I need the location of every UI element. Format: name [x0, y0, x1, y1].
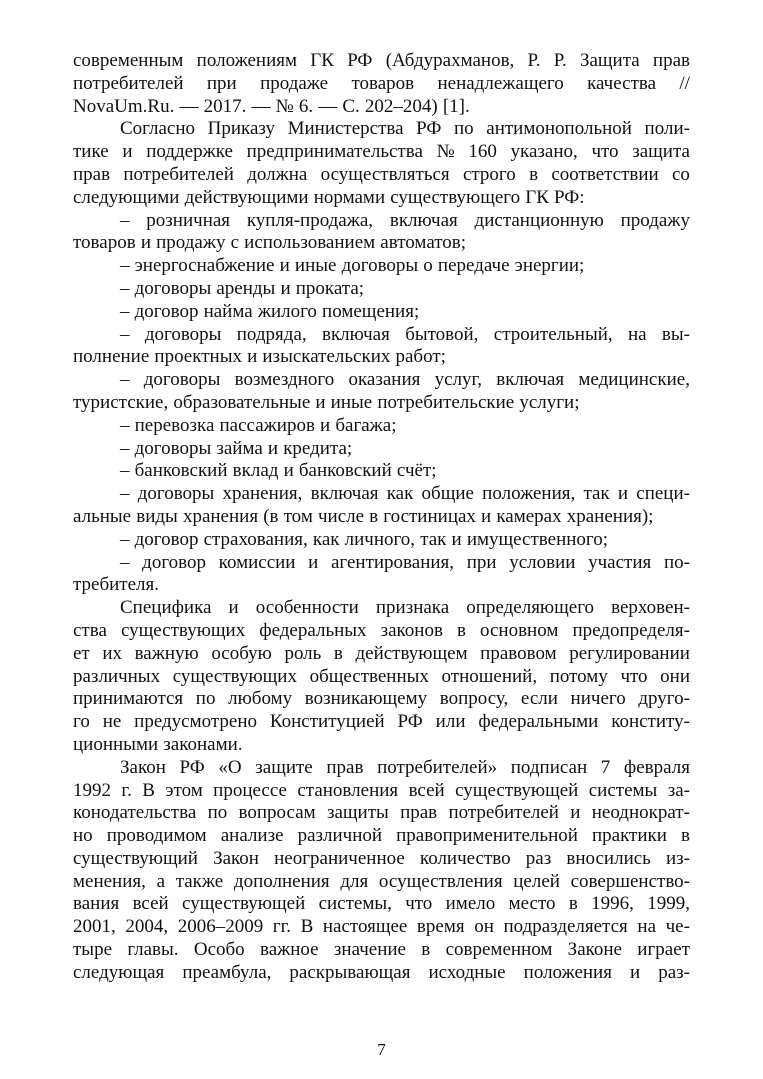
text-line: – договоры подряда, включая бытовой, строительный, на вы- — [120, 323, 690, 345]
paragraph — [73, 483, 690, 529]
text-line: – энергоснабжение и иные договоры о передаче энергии; — [120, 255, 585, 277]
text-line: следующая преамбула, раскрывающая исходные положения и раз- — [73, 961, 690, 983]
text-line: альные виды хранения (в том числе в гостиницах и камерах хранения); — [73, 505, 654, 527]
paragraph — [73, 301, 690, 324]
text-line: следующими действующими нормами существующего ГК РФ: — [73, 186, 585, 208]
page-number: 7 — [377, 1040, 386, 1059]
paragraph — [73, 369, 690, 415]
text-line: прав потребителей должна осуществляться строго в соответствии со — [73, 163, 690, 185]
paragraph — [73, 552, 690, 598]
text-line: принимаются по любому возникающему вопросу, если ничего друго- — [73, 688, 690, 710]
text-line: 1992 г. В этом процессе становления всей существующей системы за- — [73, 779, 690, 801]
text-line: но проводимом анализе различной правоприменительной практики в — [73, 825, 690, 847]
text-line: – договоры возмездного оказания услуг, включая медицинские, — [120, 369, 690, 391]
text-line: ет их важную особую роль в действующем правовом регулировании — [73, 642, 690, 664]
paragraph — [73, 597, 690, 757]
text-line: тике и поддержке предпринимательства № 160 указано, что защита — [73, 141, 690, 163]
paragraph — [73, 415, 690, 438]
text-line: – договор комиссии и агентирования, при условии участия по- — [120, 551, 690, 573]
text-line: Специфика и особенности признака определяющего верховен- — [120, 597, 690, 619]
text-line: потребителей при продаже товаров ненадлежащего качества // — [73, 72, 690, 94]
paragraph — [73, 50, 690, 118]
paragraph — [73, 255, 690, 278]
text-line: – банковский вклад и банковский счёт; — [120, 460, 437, 482]
text-line: – договоры займа и кредита; — [120, 437, 353, 459]
text-line: Согласно Приказу Министерства РФ по антимонопольной поли- — [120, 118, 690, 140]
text-line: ства существующих федеральных законов в основном предопределя- — [73, 619, 690, 641]
text-line: – договор страхования, как личного, так и имущественного; — [120, 528, 609, 550]
paragraph — [73, 438, 690, 461]
text-line: туристские, образовательные и иные потребительские услуги; — [73, 391, 580, 413]
document-page — [73, 50, 690, 985]
text-line: – договор найма жилого помещения; — [120, 300, 420, 322]
text-line: го не предусмотрено Конституцией РФ или федеральными конститу- — [73, 711, 690, 733]
paragraph — [73, 210, 690, 256]
text-line: менения, а также дополнения для осуществления целей совершенство- — [73, 870, 690, 892]
paragraph — [73, 757, 690, 985]
text-line: – договоры хранения, включая как общие положения, так и специ- — [120, 483, 690, 505]
text-line: вания всей существующей системы, что имело место в 1996, 1999, — [73, 893, 690, 915]
text-line: полнение проектных и изыскательских работ; — [73, 346, 446, 368]
text-line: конодательства по вопросам защиты прав потребителей и неоднократ- — [73, 802, 690, 824]
text-line: Закон РФ «О защите прав потребителей» подписан 7 февраля — [120, 756, 690, 778]
text-line: тыре главы. Особо важное значение в современном Законе играет — [73, 939, 690, 961]
text-line: различных существующих общественных отношений, потому что они — [73, 665, 690, 687]
text-line: существующий Закон неограниченное количество раз вносились из- — [73, 847, 690, 869]
text-line: – договоры аренды и проката; — [120, 277, 365, 299]
text-line: современным положениям ГК РФ (Абдурахманов, Р. Р. Защита прав — [73, 50, 690, 71]
text-line: NovaUm.Ru. — 2017. — № 6. — С. 202–204) [1]. — [73, 95, 470, 117]
paragraph — [73, 118, 690, 209]
paragraph — [73, 278, 690, 301]
paragraph — [73, 460, 690, 483]
text-line: требителя. — [73, 574, 160, 596]
text-line: товаров и продажу с использованием автоматов; — [73, 232, 467, 254]
text-line: – перевозка пассажиров и багажа; — [120, 414, 397, 436]
text-line: – розничная купля-продажа, включая дистанционную продажу — [120, 209, 690, 231]
paragraph — [73, 529, 690, 552]
paragraph — [73, 324, 690, 370]
text-line: 2001, 2004, 2006–2009 гг. В настоящее время он подразделяется на че- — [73, 916, 690, 938]
text-line: ционными законами. — [73, 733, 243, 755]
